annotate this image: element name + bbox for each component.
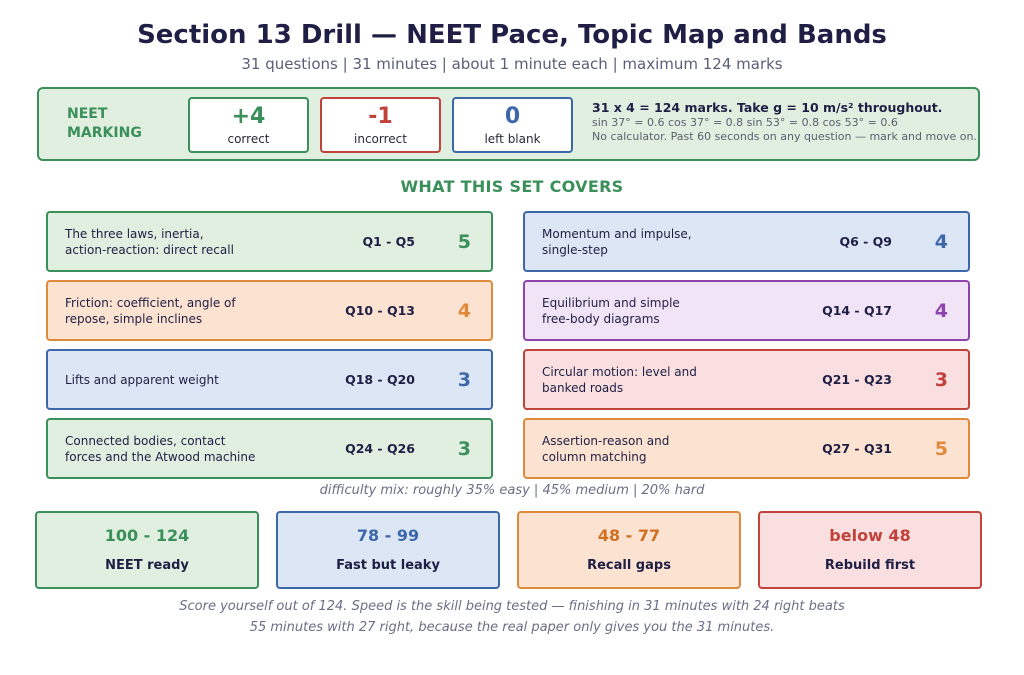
- topic-card-circular-motion: [523, 349, 970, 410]
- blank-marks-box: [452, 97, 573, 153]
- band-name: Recall gaps: [587, 558, 671, 573]
- topic-range: Q21 - Q23: [822, 372, 892, 387]
- band-name: Fast but leaky: [336, 558, 440, 573]
- topic-name: Friction: coefficient, angle of repose, simple inclines: [65, 295, 236, 326]
- rule-total-marks: 31 x 4 = 124 marks. Take g = 10 m/s² throughout.: [592, 100, 943, 115]
- blank-marks-value: 0: [504, 104, 521, 129]
- topic-name: Connected bodies, contact forces and the Atwood machine: [65, 433, 256, 464]
- correct-marks-box: [188, 97, 309, 153]
- band-rebuild-first: [758, 511, 982, 589]
- footer-note-line1: Score yourself out of 124. Speed is the skill being tested — finishing in 31 minutes with 24 right beats: [179, 599, 845, 614]
- topic-name: Momentum and impulse, single-step: [542, 226, 692, 257]
- topic-range: Q1 - Q5: [362, 234, 415, 249]
- topic-name: Assertion-reason and column matching: [542, 433, 670, 464]
- topic-count: 4: [934, 230, 948, 253]
- correct-marks-label: correct: [227, 132, 270, 146]
- topic-range: Q14 - Q17: [822, 303, 892, 318]
- topic-card-momentum: [523, 211, 970, 272]
- incorrect-marks-value: -1: [368, 104, 393, 129]
- topic-count: 3: [934, 368, 948, 391]
- blank-marks-label: left blank: [484, 132, 541, 146]
- page-subtitle: 31 questions | 31 minutes | about 1 minute each | maximum 124 marks: [241, 55, 783, 73]
- topic-count: 5: [934, 437, 948, 460]
- topic-range: Q10 - Q13: [345, 303, 415, 318]
- band-neet-ready: [35, 511, 259, 589]
- topic-card-lifts: [46, 349, 493, 410]
- marking-label-line1: NEET: [67, 106, 108, 122]
- topic-count: 3: [457, 437, 471, 460]
- page-title: Section 13 Drill — NEET Pace, Topic Map and Bands: [137, 20, 887, 50]
- marking-label: [67, 105, 142, 143]
- band-recall-gaps: [517, 511, 741, 589]
- incorrect-marks-label: incorrect: [354, 132, 407, 146]
- band-name: NEET ready: [105, 558, 189, 573]
- topic-range: Q27 - Q31: [822, 441, 892, 456]
- topic-name: The three laws, inertia, action-reaction: direct recall: [65, 226, 234, 257]
- topic-count: 3: [457, 368, 471, 391]
- topic-range: Q6 - Q9: [839, 234, 892, 249]
- topic-card-connected-bodies: [46, 418, 493, 479]
- band-range: 78 - 99: [356, 526, 420, 545]
- topic-count: 4: [934, 299, 948, 322]
- marking-rules: [592, 100, 1012, 143]
- topic-name: Lifts and apparent weight: [65, 372, 219, 387]
- topic-name: Circular motion: level and banked roads: [542, 364, 697, 395]
- topic-card-equilibrium: [523, 280, 970, 341]
- marking-panel: [37, 87, 980, 161]
- topic-count: 4: [457, 299, 471, 322]
- topic-card-laws: [46, 211, 493, 272]
- footer-note-line2: 55 minutes with 27 right, because the real paper only gives you the 31 minutes.: [249, 620, 775, 635]
- topic-range: Q18 - Q20: [345, 372, 415, 387]
- topic-card-friction: [46, 280, 493, 341]
- difficulty-mix: difficulty mix: roughly 35% easy | 45% medium | 20% hard: [319, 483, 705, 498]
- covers-heading: WHAT THIS SET COVERS: [400, 177, 624, 196]
- band-fast-but-leaky: [276, 511, 500, 589]
- marking-label-line2: MARKING: [67, 125, 142, 141]
- topic-name: Equilibrium and simple free-body diagrams: [542, 295, 680, 326]
- correct-marks-value: +4: [231, 104, 266, 129]
- band-name: Rebuild first: [824, 558, 916, 573]
- band-range: 48 - 77: [597, 526, 661, 545]
- topic-count: 5: [457, 230, 471, 253]
- rule-no-calculator: No calculator. Past 60 seconds on any question — mark and move on.: [592, 130, 977, 143]
- band-range: below 48: [829, 526, 911, 545]
- incorrect-marks-box: [320, 97, 441, 153]
- rule-trig-values: sin 37° = 0.6 cos 37° = 0.8 sin 53° = 0.8 cos 53° = 0.6: [592, 116, 898, 129]
- band-range: 100 - 124: [104, 526, 190, 545]
- topic-card-assertion-reason: [523, 418, 970, 479]
- topic-range: Q24 - Q26: [345, 441, 415, 456]
